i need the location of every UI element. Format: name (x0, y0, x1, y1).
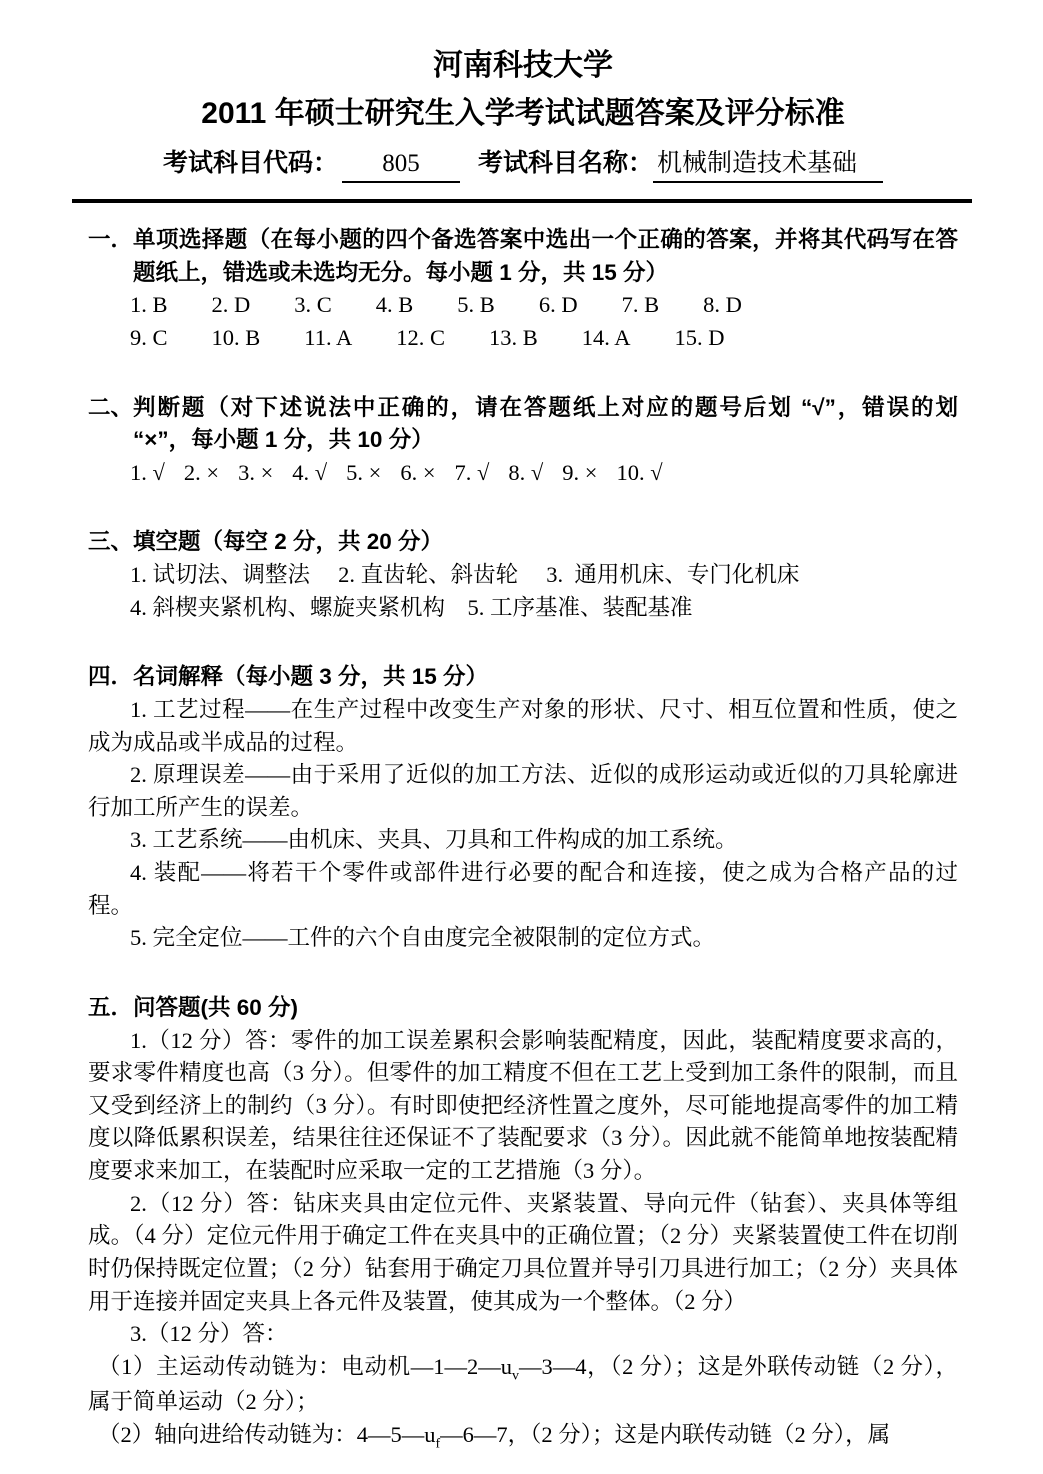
section-heading (88, 392, 958, 457)
mcq-answer: 3. C (294, 292, 332, 318)
mcq-answers-row-2 (130, 322, 958, 355)
tf-answer: 1. √ (130, 459, 165, 485)
short-answer-3-intro: 3.（12 分）答： (130, 1321, 288, 1347)
tf-answer: 9. × (562, 459, 598, 485)
section-heading (88, 661, 958, 694)
subject-info-line (88, 146, 958, 183)
mcq-answer: 4. B (375, 292, 414, 318)
section-fill-blank (88, 526, 958, 624)
section-definitions (88, 661, 958, 955)
section-title: 判断题（对下述说法中正确的，请在答题纸上对应的题号后划 “√”，错误的划 “×”，每小题 1 分，共 10 分） (133, 394, 958, 453)
tf-answer: 6. × (400, 459, 436, 485)
fill-blank-answers-line-1: 1. 试切法、调整法 2. 直齿轮、斜齿轮 3. 通用机床、专门化机床 (130, 562, 800, 587)
document-body (88, 224, 958, 1455)
mcq-answer: 1. B (130, 292, 168, 318)
mcq-answer: 9. C (130, 324, 168, 350)
mcq-answer: 6. D (538, 292, 578, 318)
definition-item: 3. 工艺系统——由机床、夹具、刀具和工件构成的加工系统。 (130, 827, 738, 853)
section-multiple-choice (88, 224, 958, 355)
section-title: 名词解释（每小题 3 分，共 15 分） (133, 664, 489, 690)
chain-1-subscript: v (511, 1368, 519, 1384)
section-title: 填空题（每空 2 分，共 20 分） (133, 529, 444, 555)
document-title: 2011 年硕士研究生入学考试试题答案及评分标准 (201, 97, 845, 130)
tf-answer: 4. √ (292, 459, 328, 485)
chain-1-text: （1）主运动传动链为：电动机—1—2—u (98, 1353, 512, 1379)
section-number: 一． (88, 227, 134, 252)
definition-item: 4. 装配——将若干个零件或部件进行必要的配合和连接，使之成为合格产品的过程。 (88, 860, 958, 918)
subject-name-value: 机械制造技术基础 (653, 146, 883, 183)
definition-item: 5. 完全定位——工件的六个自由度完全被限制的定位方式。 (130, 925, 716, 951)
mcq-answer: 7. B (621, 292, 660, 318)
header-divider (72, 199, 972, 203)
short-answer-1: 1.（12 分）答：零件的加工误差累积会影响装配精度，因此，装配精度要求高的，要求零件精度也高（3 分）。但零件的加工精度不但在工艺上受到加工条件的限制，而且又受到经济上的制约（3 分）。有时即使把经济性置之度外，尽可能地提高零件的加工精度以降低累积误差，结果往往还保证不了装配要求（3 分）。因此就不能简单地按装配精度要求来加工，在装配时应采取一定的工艺措施（3 分）。 (88, 1027, 958, 1183)
mcq-answer: 15. D (674, 324, 725, 350)
tf-answer: 8. √ (508, 459, 544, 485)
mcq-answer: 10. B (211, 324, 261, 350)
tf-answer: 7. √ (454, 459, 490, 485)
tf-answer: 3. × (238, 459, 274, 485)
subject-code-value: 805 (342, 146, 460, 183)
tf-answer: 5. × (346, 459, 382, 485)
tf-answers (130, 457, 958, 490)
tf-answer: 10. √ (616, 459, 663, 485)
chain-1-text-cont: —3—4，（2 分）；这是外联传动链（2 分），属于简单运动（2 分）； (88, 1353, 958, 1415)
section-heading (88, 526, 958, 559)
tf-answers-row (130, 457, 958, 490)
mcq-answer: 12. C (396, 324, 445, 350)
mcq-answer: 13. B (488, 324, 538, 350)
tf-answer: 2. × (183, 459, 220, 485)
subject-name-label: 考试科目名称： (477, 149, 653, 177)
section-title: 问答题(共 60 分) (133, 994, 299, 1020)
fill-blank-answers-line-2: 4. 斜楔夹紧机构、螺旋夹紧机构 5. 工序基准、装配基准 (130, 594, 693, 620)
definition-item: 2. 原理误差——由于采用了近似的加工方法、近似的成形运动或近似的刀具轮廓进行加工所产生的误差。 (88, 762, 958, 820)
short-answer-2: 2.（12 分）答：钻床夹具由定位元件、夹紧装置、导向元件（钻套）、夹具体等组成。（4 分）定位元件用于确定工件在夹具中的正确位置；（2 分）夹紧装置使工件在切削时仍保持既定位置；（2 分）钻套用于确定刀具位置并导引刀具进行加工；（2 分）夹具体用于连接并固定夹具上各元件及装置，使其成为一个整体。（2 分） (88, 1190, 958, 1314)
chain-2-text-cont: —6—7，（2 分）；这是内联传动链（2 分），属 (440, 1422, 891, 1448)
document-header (88, 46, 958, 203)
chain-2-text: （2）轴向进给传动链为：4—5—u (98, 1422, 436, 1448)
section-number: 二、 (88, 394, 134, 420)
mcq-answer: 2. D (211, 292, 251, 318)
section-true-false (88, 392, 958, 490)
subject-code-label: 考试科目代码： (162, 149, 338, 177)
section-heading (88, 224, 958, 289)
university-name: 河南科技大学 (433, 49, 613, 82)
definition-item: 1. 工艺过程——在生产过程中改变生产对象的形状、尺寸、相互位置和性质，使之成为成品或半成品的过程。 (88, 696, 958, 755)
mcq-answer: 14. A (581, 324, 631, 350)
short-answer-3-chain-1 (88, 1351, 958, 1419)
section-heading (88, 992, 958, 1025)
section-number: 四． (88, 664, 134, 690)
mcq-answers (130, 289, 958, 354)
section-number: 五． (88, 994, 134, 1020)
mcq-answers-row-1 (130, 289, 958, 322)
section-number: 三、 (88, 529, 134, 555)
section-short-answer (88, 992, 958, 1455)
short-answer-3-chain-2 (88, 1419, 958, 1455)
chain-2-subscript: f (435, 1436, 441, 1452)
definition-items (88, 694, 958, 955)
mcq-answer: 11. A (304, 324, 353, 350)
mcq-answer: 5. B (457, 292, 495, 318)
section-title: 单项选择题（在每小题的四个备选答案中选出一个正确的答案，并将其代码写在答题纸上，错选或未选均无分。每小题 1 分，共 15 分） (133, 227, 958, 285)
mcq-answer: 8. D (703, 292, 742, 318)
